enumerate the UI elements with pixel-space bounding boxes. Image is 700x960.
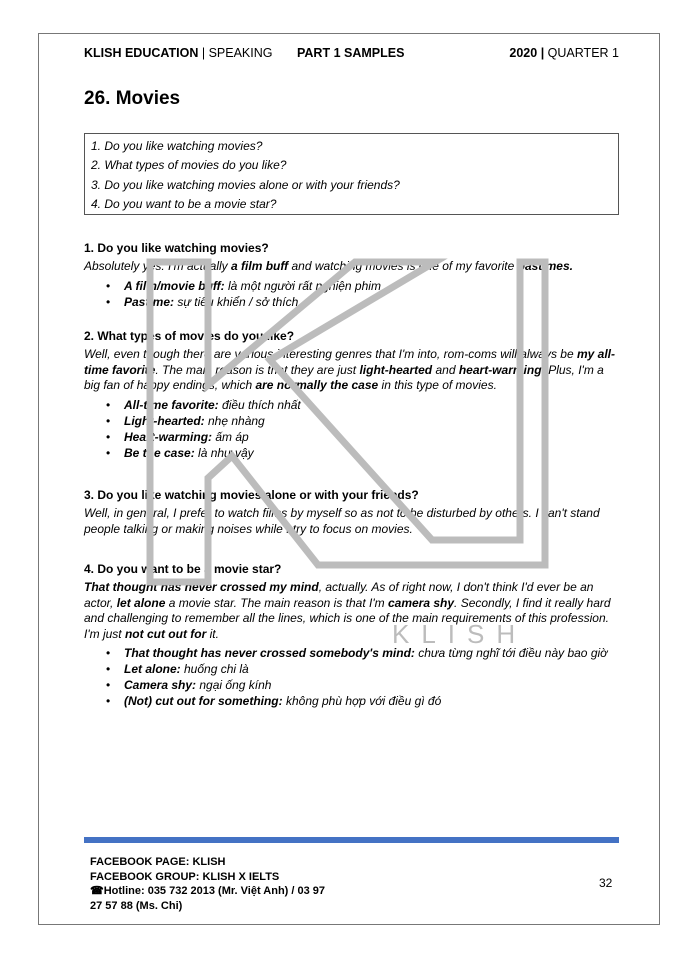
answer-text: and watching movies is one of my favorite <box>288 259 518 274</box>
answer-text: Absolutely yes. I'm actually <box>84 259 232 274</box>
page-header <box>84 46 619 62</box>
header-left <box>84 46 272 60</box>
vocab-term: Camera shy: <box>124 678 197 693</box>
footer-divider <box>84 837 619 843</box>
section-heading: 2. What types of movies do you like? <box>84 329 295 343</box>
answer-key-phrase: heart-warming <box>458 362 542 377</box>
page-title: 26. Movies <box>84 88 181 109</box>
vocab-item <box>124 278 619 294</box>
answer-text: Well, even though there are various interesting genres that I'm into, rom-coms will always be <box>84 347 577 362</box>
section-answer <box>84 580 619 642</box>
answer-key-phrase: light-hearted <box>359 362 433 377</box>
section-heading: 1. Do you like watching movies? <box>84 241 269 255</box>
vocab-item <box>124 677 619 693</box>
footer-facebook-page: FACEBOOK PAGE: KLISH <box>90 856 226 868</box>
vocab-item <box>124 445 619 461</box>
footer-hotline-continued: 27 57 88 (Ms. Chi) <box>90 899 183 912</box>
vocab-term: Let alone: <box>124 662 181 677</box>
answer-key-phrase: pastimes. <box>517 259 573 274</box>
vocab-item <box>124 693 619 709</box>
question-item: 3. Do you like watching movies alone or with your friends? <box>91 177 400 192</box>
vocab-definition: là một người rất nghiện phim <box>224 278 381 293</box>
vocab-definition: sự tiêu khiển / sở thích <box>174 294 299 309</box>
answer-section-2 <box>84 329 619 461</box>
answer-text: it. <box>206 626 219 641</box>
vocab-item <box>124 294 619 310</box>
vocab-definition: không phù hợp với điều gì đó <box>282 694 442 709</box>
vocab-item <box>124 413 619 429</box>
vocab-definition: huống chi là <box>180 662 249 677</box>
header-quarter: QUARTER 1 <box>547 46 619 60</box>
vocab-list <box>84 278 619 310</box>
answer-text: in this type of movies. <box>378 378 497 393</box>
header-brand-suffix: SPEAKING <box>208 46 273 60</box>
answer-section-1 <box>84 241 619 310</box>
question-list-box <box>84 133 619 215</box>
header-middle: PART 1 SAMPLES <box>297 46 405 60</box>
answer-key-phrase: are normally the case <box>255 378 379 393</box>
answer-text: , actually. As of right now, I don't think I'd ever be an actor, <box>84 580 594 610</box>
vocab-term: Heart-warming: <box>124 429 213 444</box>
answer-key-phrase: That thought has never crossed my mind <box>84 580 319 595</box>
vocab-list <box>84 645 619 709</box>
vocab-definition: điều thích nhất <box>218 397 301 412</box>
answer-key-phrase: let alone <box>116 595 166 610</box>
page-number: 32 <box>599 876 613 890</box>
footer-hotline <box>90 884 390 899</box>
header-right-separator: | <box>537 46 548 60</box>
section-answer <box>84 259 619 274</box>
vocab-definition: ngại ống kính <box>196 678 272 693</box>
vocab-term: Pastime: <box>124 294 175 309</box>
answer-section-3 <box>84 488 619 537</box>
answer-text: Well, in general, I prefer to watch films by myself so as not to be disturbed by others. I can't stand people talking or making noises while I try to focus on movies. <box>84 506 600 536</box>
answer-text: a movie star. The main reason is that I'm <box>165 595 388 610</box>
page-footer <box>90 855 390 913</box>
header-brand: KLISH EDUCATION <box>84 46 199 60</box>
answer-text: . The main reason is that they are just <box>155 362 360 377</box>
vocab-definition: ấm áp <box>212 429 249 444</box>
vocab-term: A film/movie buff: <box>124 278 225 293</box>
vocab-term: (Not) cut out for something: <box>124 694 283 709</box>
answer-text: and <box>432 362 459 377</box>
answer-key-phrase: a film buff <box>231 259 289 274</box>
question-item: 2. What types of movies do you like? <box>91 158 287 173</box>
answer-key-phrase: not cut out for <box>124 626 207 641</box>
section-heading: 3. Do you like watching movies alone or with your friends? <box>84 488 419 502</box>
vocab-definition: là như vậy <box>194 445 254 460</box>
question-item: 4. Do you want to be a movie star? <box>91 197 277 212</box>
header-right <box>509 46 619 60</box>
footer-hotline-text: Hotline: 035 732 2013 (Mr. Việt Anh) / 03 97 <box>103 885 326 897</box>
vocab-list <box>84 397 619 461</box>
vocab-item <box>124 429 619 445</box>
document-page <box>38 33 660 925</box>
telephone-icon: ☎ <box>90 885 104 897</box>
vocab-term: That thought has never crossed somebody's mind: <box>124 646 415 661</box>
answer-section-4 <box>84 562 619 709</box>
vocab-definition: nhẹ nhàng <box>204 413 265 428</box>
answer-key-phrase: camera shy <box>387 595 455 610</box>
vocab-definition: chưa từng nghĩ tới điều này bao giờ <box>414 646 608 661</box>
answer-text: . Plus, I'm a big fan of happy endings, which <box>84 362 604 393</box>
vocab-term: Light-hearted: <box>124 413 205 428</box>
vocab-term: All-time favorite: <box>124 397 219 412</box>
question-item: 1. Do you like watching movies? <box>91 139 263 153</box>
header-year: 2020 <box>509 46 538 60</box>
watermark-text: KLISH <box>392 619 528 649</box>
footer-facebook-group: FACEBOOK GROUP: KLISH X IELTS <box>90 870 280 883</box>
section-heading: 4. Do you want to be a movie star? <box>84 562 282 576</box>
section-answer <box>84 347 619 393</box>
vocab-item <box>124 645 619 661</box>
vocab-item <box>124 661 619 677</box>
vocab-term: Be the case: <box>124 445 195 460</box>
section-answer <box>84 506 619 537</box>
answer-key-phrase: my all-time favorite <box>84 347 615 377</box>
vocab-item <box>124 397 619 413</box>
answer-text: . Secondly, I find it really hard and challenging to remember all the lines, which is one of the main requirements of this profession. I'm just <box>84 595 611 641</box>
header-separator: | <box>198 46 209 60</box>
